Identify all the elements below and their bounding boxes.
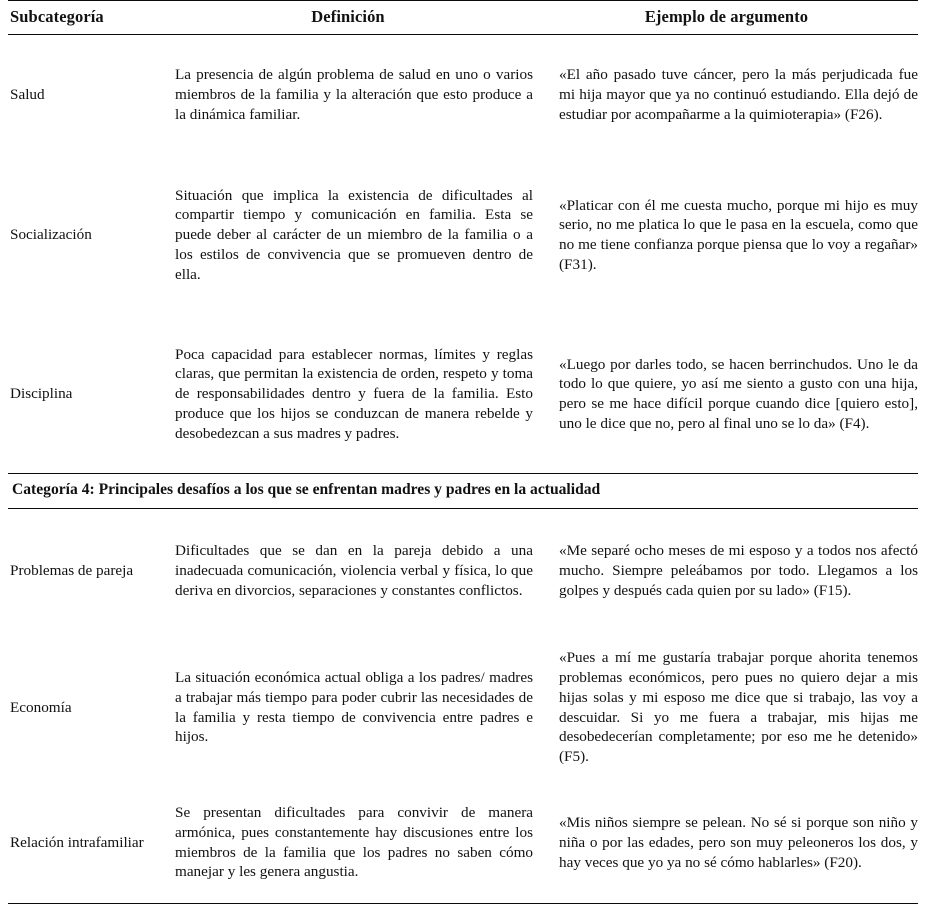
table-row: [8, 155, 918, 315]
cell-subcategory: Disciplina: [10, 385, 73, 403]
cell-definition: La situación económica actual obliga a los padres/ madres a trabajar más tiempo para poder cubrir las necesidades de la familia y resta tiempo de convivencia entre padres e hijos.: [175, 669, 533, 746]
cell-example: «Pues a mí me gustaría trabajar porque ahorita tenemos problemas económicos, pero pues no quiero dejar a mis hijas solas y mi esposo me dice que si trabajo, las voy a descuidar. Si yo me fuera a trabajar, mis hijas me desobedecerían completamente; por eso me he detenido» (F5).: [559, 649, 918, 766]
cell-example: «Mis niños siempre se pelean. No sé si porque son niño y niña o por las edades, pero son muy peleoneros los dos, y hay veces que yo ya no sé cómo hablarles» (F20).: [559, 814, 918, 871]
header-row: [8, 1, 918, 35]
column-header-definition: Definición: [175, 1, 551, 35]
cell-definition: Situación que implica la existencia de dificultades al compartir tiempo y comunicación en familia. Esta se puede deber al carácter de un miembro de la familia o a los estilos de convivencia que se promueven dentro de ella.: [175, 186, 533, 283]
cell-example: «Me separé ocho meses de mi esposo y a todos nos afectó mucho. Siempre peleábamos por todo. Llegamos a los golpes y después cada quien por su lado» (F15).: [559, 542, 918, 599]
cell-example: «Platicar con él me cuesta mucho, porque mi hijo es muy serio, no me platica lo que le pasa en la escuela, como que no me tiene confianza porque piensa que lo voy a regañar» (F31).: [559, 196, 918, 273]
cell-subcategory: Economía: [10, 698, 72, 716]
qualitative-categories-table: [8, 0, 918, 904]
cell-definition: Poca capacidad para establecer normas, límites y reglas claras, que permitan la existencia de orden, respeto y toma de responsabilidades dentro y fuera de la familia. Esto produce que los hijos se conduzcan de manera rebelde y desobedezcan a sus madres y padres.: [175, 345, 533, 442]
column-header-subcategory: Subcategoría: [8, 1, 175, 35]
table-body: [8, 35, 918, 904]
cell-definition: La presencia de algún problema de salud en uno o varios miembros de la familia y la alteración que esto produce a la dinámica familiar.: [175, 66, 533, 123]
cell-subcategory: Relación intrafamiliar: [10, 833, 144, 851]
category-banner-row: [8, 474, 918, 509]
cell-subcategory: Problemas de pareja: [10, 561, 134, 579]
cell-example: «El año pasado tuve cáncer, pero la más perjudicada fue mi hija mayor que ya no continuó estudiando. Ella dejó de estudiar por acompañarme a la quimioterapia» (F26).: [559, 66, 918, 123]
cell-subcategory: Salud: [10, 86, 45, 104]
cell-definition: Dificultades que se dan en la pareja debido a una inadecuada comunicación, violencia verbal y física, lo que deriva en divorcios, separaciones y constantes conflictos.: [175, 542, 533, 599]
table-row: [8, 633, 918, 783]
table-row: [8, 508, 918, 633]
cell-example: «Luego por darles todo, se hacen berrinchudos. Uno le da todo lo que quiere, yo así me siento a gusto con una hija, pero se me hace difícil porque cuando dice [quiero esto], uno le dice que no, pero al final uno se lo da» (F4).: [559, 355, 918, 432]
table-row: [8, 315, 918, 474]
category-banner-label: Categoría 4: Principales desafíos a los que se enfrentan madres y padres en la actualidad: [8, 474, 918, 509]
table-row: [8, 35, 918, 156]
cell-definition: Se presentan dificultades para convivir de manera armónica, pues constantemente hay discusiones entre los miembros de la familia que los padres no saben cómo manejar y les genera angustia.: [175, 804, 533, 881]
cell-subcategory: Socialización: [10, 226, 92, 244]
table-row: [8, 783, 918, 904]
column-header-example: Ejemplo de argumento: [551, 1, 918, 35]
table-header: [8, 1, 918, 35]
